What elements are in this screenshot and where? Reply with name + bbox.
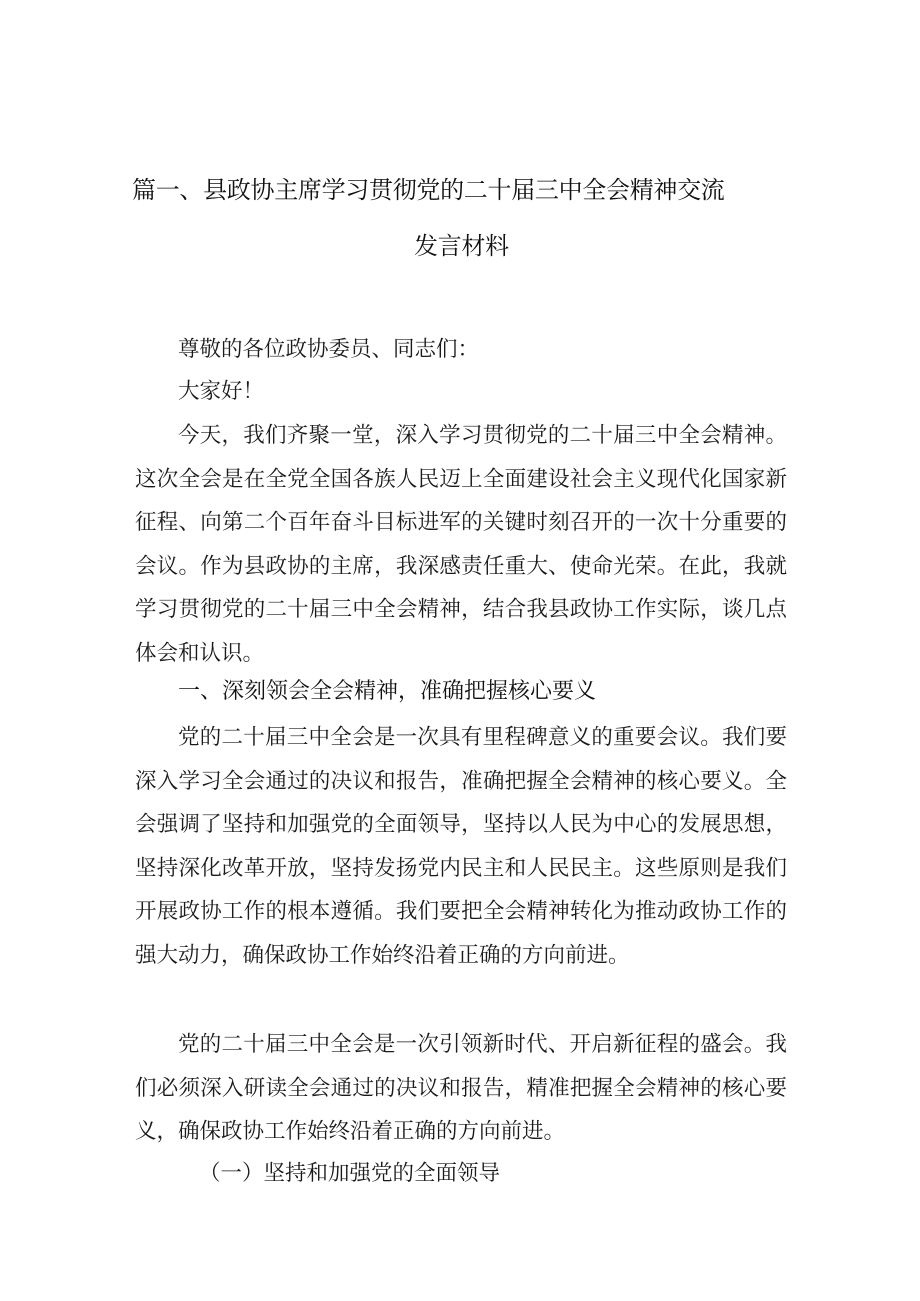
salutation: 尊敬的各位政协委员、同志们：: [178, 337, 480, 362]
subsection-heading-1: （一）坚持和加强党的全面领导: [199, 1161, 501, 1186]
document-title-line-2: 发言材料: [414, 232, 509, 260]
paragraph-1-block: [135, 414, 787, 676]
paragraph-2-block: [135, 716, 787, 978]
paragraph-3-block: [135, 1023, 787, 1154]
greeting: 大家好！: [178, 379, 265, 404]
greeting-block: [135, 370, 787, 414]
paragraph-1: 今天，我们齐聚一堂，深入学习贯彻党的二十届三中全会精神。这次全会是在全党全国各族人民迈上全面建设社会主义现代化国家新征程、向第二个百年奋斗目标进军的关键时刻召开的一次十分重要的会议。作为县政协的主席，我深感责任重大、使命光荣。在此，我就学习贯彻党的二十届三中全会精神，结合我县政协工作实际，谈几点体会和认识。: [135, 423, 787, 666]
section-heading-1: 一、深刻领会全会精神，准确把握核心要义: [178, 679, 597, 704]
paragraph-2: 党的二十届三中全会是一次具有里程碑意义的重要会议。我们要深入学习全会通过的决议和报告，准确把握全会精神的核心要义。全会强调了坚持和加强党的全面领导，坚持以人民为中心的发展思想，坚持深化改革开放，坚持发扬党内民主和人民民主。这些原则是我们开展政协工作的根本遵循。我们要把全会精神转化为推动政协工作的强大动力，确保政协工作始终沿着正确的方向前进。: [135, 725, 787, 968]
paragraph-3: 党的二十届三中全会是一次引领新时代、开启新征程的盛会。我们必须深入研读全会通过的决议和报告，精准把握全会精神的核心要义，确保政协工作始终沿着正确的方向前进。: [135, 1032, 787, 1145]
document-title-line-1: 篇一、县政协主席学习贯彻党的二十届三中全会精神交流: [132, 176, 725, 204]
salutation-block: [135, 328, 787, 372]
